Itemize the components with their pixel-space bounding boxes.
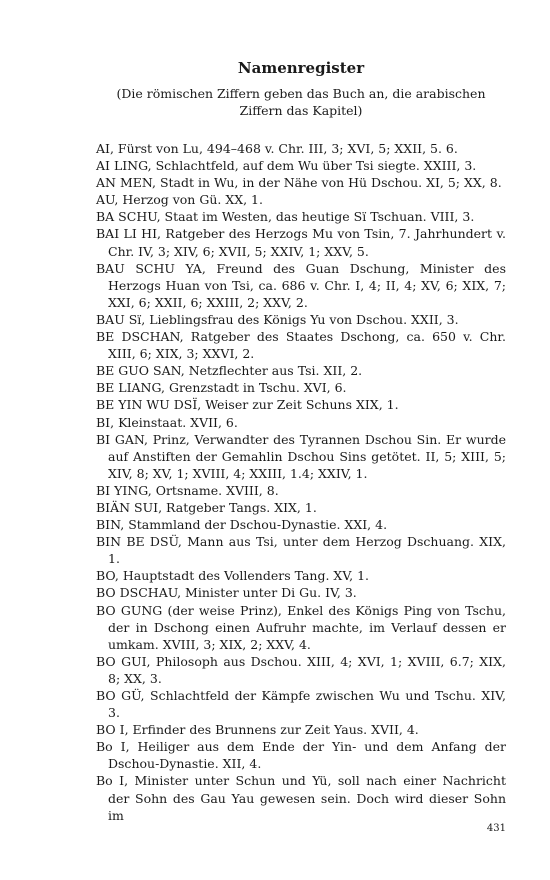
index-entry: AN MEN, Stadt in Wu, in der Nähe von Hü Dschou. XI, 5; XX, 8. [96, 175, 502, 191]
index-entry: BO I, Erfinder des Brunnens zur Zeit Yaus. XVII, 4. [96, 722, 419, 738]
index-entry: Bo I, Minister unter Schun und Yü, soll nach einer Nachricht der Sohn des Gau Yau gewesen sein. Doch wird dieser Sohn im [96, 773, 506, 823]
index-entry: BIÄN SUI, Ratgeber Tangs. XIX, 1. [96, 499, 317, 515]
page-number: 431 [486, 823, 506, 834]
index-entry: BO GÜ, Schlachtfeld der Kämpfe zwischen Wu und Tschu. XIV, 3. [96, 688, 506, 721]
index-entry: BO, Hauptstadt des Vollenders Tang. XV, 1. [96, 568, 370, 584]
index-entry: BAU Sï, Lieblingsfrau des Königs Yu von Dschou. XXII, 3. [96, 311, 459, 327]
index-entry: AI, Fürst von Lu, 494–468 v. Chr. III, 3; XVI, 5; XXII, 5. 6. [96, 141, 458, 156]
index-entry: BO GUNG (der weise Prinz), Enkel des Königs Ping von Tschu, der in Dschong einen Aufruhr machte, im Verlauf dessen er umkam. XVIII, 3; XIX, 2; XXV, 4. [96, 602, 506, 652]
index-entry: BA SCHU, Staat im Westen, das heutige Sï Tschuan. VIII, 3. [96, 209, 475, 225]
index-entry: AU, Herzog von Gü. XX, 1. [96, 192, 263, 208]
index-entry: Bo I, Heiliger aus dem Ende der Yin- und dem Anfang der Dschou-Dynastie. XII, 4. [96, 739, 506, 772]
index-entry-list [96, 140, 506, 824]
index-entry: BE DSCHAN, Ratgeber des Staates Dschong, ca. 650 v. Chr. XIII, 6; XIX, 3; XXVI, 2. [96, 329, 506, 362]
index-entry: BI GAN, Prinz, Verwandter des Tyrannen Dschou Sin. Er wurde auf Anstiften der Gemahlin Dschou Sins getötet. II, 5; XIII, 5; XIV, 8; XV, 1; XVIII, 4; XXIII, 1.4; XXIV, 1. [96, 431, 506, 481]
page-subtitle: (Die römischen Ziffern geben das Buch an, die arabischen Ziffern das Kapitel) [116, 86, 486, 118]
index-entry: BE GUO SAN, Netzflechter aus Tsi. XII, 2. [96, 363, 363, 379]
index-entry: BE YIN WU DSÏ, Weiser zur Zeit Schuns XIX, 1. [96, 397, 399, 413]
index-entry: BE LIANG, Grenzstadt in Tschu. XVI, 6. [96, 380, 347, 396]
page-title: Namenregister [237, 59, 365, 77]
index-entry: AI LING, Schlachtfeld, auf dem Wu über Tsi siegte. XXIII, 3. [96, 158, 477, 174]
index-entry: BIN BE DSÜ, Mann aus Tsi, unter dem Herzog Dschuang. XIX, 1. [96, 534, 506, 567]
index-entry: BAI LI HI, Ratgeber des Herzogs Mu von Tsin, 7. Jahrhundert v. Chr. IV, 3; XIV, 6; XVII, 5; XXIV, 1; XXV, 5. [96, 226, 506, 259]
index-entry: BO GUI, Philosoph aus Dschou. XIII, 4; XVI, 1; XVIII, 6.7; XIX, 8; XX, 3. [96, 653, 506, 686]
index-entry: BIN, Stammland der Dschou-Dynastie. XXI, 4. [96, 517, 388, 533]
index-entry: BI, Kleinstaat. XVII, 6. [96, 414, 238, 430]
index-entry: BI YING, Ortsname. XVIII, 8. [96, 482, 279, 498]
index-page [96, 58, 506, 824]
index-entry: BAU SCHU YA, Freund des Guan Dschung, Minister des Herzogs Huan von Tsi, ca. 686 v. Chr. I, 4; II, 4; XV, 6; XIX, 7; XXI, 6; XXII, 6; XXIII, 2; XXV, 2. [96, 260, 506, 310]
index-entry: BO DSCHAU, Minister unter Di Gu. IV, 3. [96, 585, 357, 601]
